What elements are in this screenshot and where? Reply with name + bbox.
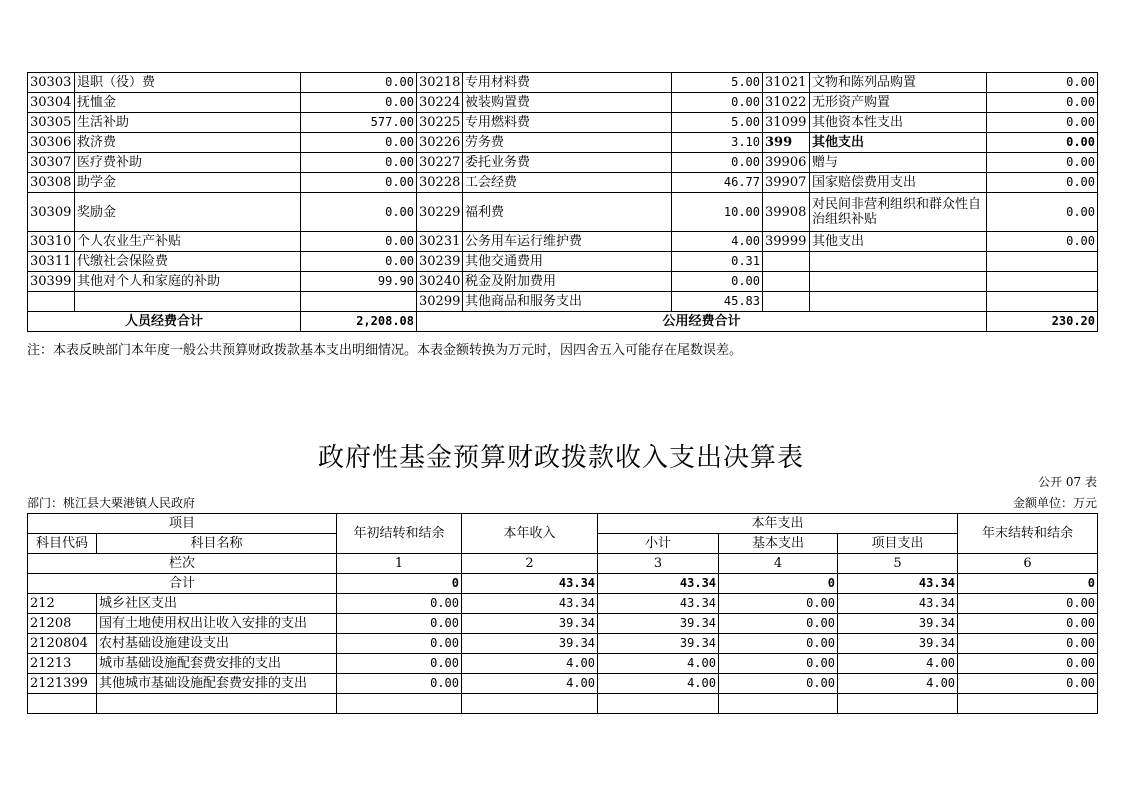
amount-cell: 0.00 — [337, 674, 462, 694]
code-cell: 30240 — [417, 272, 463, 292]
code-cell: 30308 — [28, 173, 75, 193]
subject-code: 21208 — [28, 614, 97, 634]
code-cell — [763, 252, 810, 272]
name-cell: 医疗费补助 — [75, 153, 301, 173]
table-row — [28, 272, 1098, 292]
amount-cell: 5.00 — [672, 73, 763, 93]
code-cell: 30303 — [28, 73, 75, 93]
total-row — [28, 312, 1098, 332]
code-cell: 31099 — [763, 113, 810, 133]
amount-cell: 10.00 — [672, 193, 763, 232]
column-number-row — [28, 554, 1098, 574]
header-project: 项目支出 — [838, 534, 958, 554]
government-fund-table — [27, 513, 1098, 714]
name-cell: 其他支出 — [810, 232, 987, 252]
amount-cell: 0.00 — [301, 232, 417, 252]
subject-code: 2121399 — [28, 674, 97, 694]
amount-cell: 0.00 — [719, 614, 838, 634]
code-cell: 399 — [763, 133, 810, 153]
code-cell — [763, 292, 810, 312]
grand-total-row — [28, 574, 1098, 594]
code-cell: 30226 — [417, 133, 463, 153]
name-cell: 文物和陈列品购置 — [810, 73, 987, 93]
table-row — [28, 133, 1098, 153]
public-total-value: 230.20 — [987, 312, 1098, 332]
amount-cell: 4.00 — [462, 674, 598, 694]
amount-cell: 0.00 — [301, 133, 417, 153]
amount-cell: 0.00 — [719, 654, 838, 674]
name-cell: 其他对个人和家庭的补助 — [75, 272, 301, 292]
header-expense: 本年支出 — [598, 514, 958, 534]
column-number: 4 — [719, 554, 838, 574]
code-cell: 31021 — [763, 73, 810, 93]
amount-cell: 0.00 — [958, 614, 1098, 634]
name-cell: 专用材料费 — [463, 73, 672, 93]
name-cell: 劳务费 — [463, 133, 672, 153]
subject-name: 城市基础设施配套费安排的支出 — [97, 654, 337, 674]
code-cell: 39908 — [763, 193, 810, 232]
department-label: 部门：桃江县大栗港镇人民政府 — [27, 496, 196, 510]
code-cell: 30228 — [417, 173, 463, 193]
amount-cell: 5.00 — [672, 113, 763, 133]
amount-cell — [987, 252, 1098, 272]
amount-cell: 0.00 — [958, 674, 1098, 694]
amount-cell: 0.00 — [958, 634, 1098, 654]
header-opening: 年初结转和结余 — [337, 514, 462, 554]
personnel-total-label: 人员经费合计 — [28, 312, 301, 332]
code-cell: 30311 — [28, 252, 75, 272]
subject-code: 212 — [28, 594, 97, 614]
name-cell — [75, 292, 301, 312]
name-cell: 助学金 — [75, 173, 301, 193]
total-cell: 0 — [719, 574, 838, 594]
header-income: 本年收入 — [462, 514, 598, 554]
name-cell: 其他交通费用 — [463, 252, 672, 272]
amount-cell: 0.00 — [672, 272, 763, 292]
page-title: 政府性基金预算财政拨款收入支出决算表 — [317, 443, 804, 473]
table-row — [28, 193, 1098, 232]
public-total-label: 公用经费合计 — [417, 312, 987, 332]
table-number: 公开 07 表 — [1038, 475, 1097, 489]
subject-name: 城乡社区支出 — [97, 594, 337, 614]
grand-total-label: 合计 — [28, 574, 337, 594]
code-cell: 30299 — [417, 292, 463, 312]
amount-cell: 0.00 — [337, 594, 462, 614]
table-row — [28, 113, 1098, 133]
table-row — [28, 594, 1098, 614]
empty-row — [28, 694, 1098, 714]
amount-cell — [987, 272, 1098, 292]
name-cell: 专用燃料费 — [463, 113, 672, 133]
code-cell: 31022 — [763, 93, 810, 113]
amount-cell: 4.00 — [838, 654, 958, 674]
amount-cell: 0.00 — [672, 153, 763, 173]
name-cell: 其他资本性支出 — [810, 113, 987, 133]
amount-cell: 99.90 — [301, 272, 417, 292]
name-cell — [810, 272, 987, 292]
table-row — [28, 674, 1098, 694]
name-cell: 其他支出 — [810, 133, 987, 153]
amount-cell: 39.34 — [838, 614, 958, 634]
table-row — [28, 73, 1098, 93]
amount-cell: 0.00 — [672, 93, 763, 113]
amount-cell: 0.00 — [958, 594, 1098, 614]
amount-cell: 0.00 — [301, 173, 417, 193]
unit-label: 金额单位：万元 — [1012, 496, 1097, 510]
table-row — [28, 93, 1098, 113]
total-cell: 43.34 — [838, 574, 958, 594]
amount-cell: 0.00 — [987, 73, 1098, 93]
code-cell: 30309 — [28, 193, 75, 232]
name-cell: 无形资产购置 — [810, 93, 987, 113]
header-subtotal: 小计 — [598, 534, 719, 554]
amount-cell: 39.34 — [598, 634, 719, 654]
code-cell: 30224 — [417, 93, 463, 113]
amount-cell: 0.00 — [987, 193, 1098, 232]
column-number: 1 — [337, 554, 462, 574]
amount-cell: 0.00 — [958, 654, 1098, 674]
column-number-label: 栏次 — [28, 554, 337, 574]
code-cell: 39906 — [763, 153, 810, 173]
name-cell: 工会经费 — [463, 173, 672, 193]
amount-cell: 0.00 — [301, 93, 417, 113]
name-cell: 奖励金 — [75, 193, 301, 232]
code-cell: 30218 — [417, 73, 463, 93]
basic-expenditure-table — [27, 72, 1098, 332]
code-cell: 39999 — [763, 232, 810, 252]
amount-cell: 39.34 — [598, 614, 719, 634]
name-cell: 生活补助 — [75, 113, 301, 133]
amount-cell: 39.34 — [462, 634, 598, 654]
code-cell — [763, 272, 810, 292]
name-cell — [810, 252, 987, 272]
header-row-1 — [28, 514, 1098, 534]
amount-cell: 0.00 — [987, 113, 1098, 133]
amount-cell: 0.00 — [987, 232, 1098, 252]
total-cell: 43.34 — [598, 574, 719, 594]
total-cell: 0 — [337, 574, 462, 594]
name-cell: 税金及附加费用 — [463, 272, 672, 292]
table-row — [28, 173, 1098, 193]
header-basic: 基本支出 — [719, 534, 838, 554]
name-cell: 赠与 — [810, 153, 987, 173]
amount-cell: 0.00 — [301, 153, 417, 173]
amount-cell: 0.00 — [337, 654, 462, 674]
code-cell: 30239 — [417, 252, 463, 272]
column-number: 2 — [462, 554, 598, 574]
amount-cell — [987, 292, 1098, 312]
amount-cell: 0.00 — [301, 193, 417, 232]
amount-cell: 0.00 — [987, 173, 1098, 193]
amount-cell: 0.00 — [719, 674, 838, 694]
name-cell: 公务用车运行维护费 — [463, 232, 672, 252]
amount-cell: 0.00 — [337, 614, 462, 634]
amount-cell: 577.00 — [301, 113, 417, 133]
code-cell: 30225 — [417, 113, 463, 133]
table-row — [28, 292, 1098, 312]
amount-cell: 0.00 — [719, 594, 838, 614]
table-row — [28, 252, 1098, 272]
amount-cell: 4.00 — [672, 232, 763, 252]
name-cell: 被装购置费 — [463, 93, 672, 113]
amount-cell: 46.77 — [672, 173, 763, 193]
code-cell: 30306 — [28, 133, 75, 153]
header-closing: 年末结转和结余 — [958, 514, 1098, 554]
column-number: 3 — [598, 554, 719, 574]
code-cell: 39907 — [763, 173, 810, 193]
header-name: 科目名称 — [97, 534, 337, 554]
name-cell: 福利费 — [463, 193, 672, 232]
amount-cell: 0.31 — [672, 252, 763, 272]
name-cell: 抚恤金 — [75, 93, 301, 113]
total-cell: 43.34 — [462, 574, 598, 594]
amount-cell: 43.34 — [838, 594, 958, 614]
amount-cell: 43.34 — [462, 594, 598, 614]
name-cell: 委托业务费 — [463, 153, 672, 173]
amount-cell: 39.34 — [462, 614, 598, 634]
amount-cell: 4.00 — [838, 674, 958, 694]
subject-name: 国有土地使用权出让收入安排的支出 — [97, 614, 337, 634]
amount-cell: 4.00 — [598, 674, 719, 694]
amount-cell: 43.34 — [598, 594, 719, 614]
name-cell: 国家赔偿费用支出 — [810, 173, 987, 193]
name-cell: 其他商品和服务支出 — [463, 292, 672, 312]
code-cell: 30227 — [417, 153, 463, 173]
amount-cell: 0.00 — [987, 93, 1098, 113]
table-row — [28, 232, 1098, 252]
column-number: 5 — [838, 554, 958, 574]
code-cell — [28, 292, 75, 312]
code-cell: 30229 — [417, 193, 463, 232]
code-cell: 30399 — [28, 272, 75, 292]
amount-cell: 0.00 — [301, 73, 417, 93]
code-cell: 30305 — [28, 113, 75, 133]
subject-code: 21213 — [28, 654, 97, 674]
code-cell: 30231 — [417, 232, 463, 252]
subject-name: 农村基础设施建设支出 — [97, 634, 337, 654]
table-row — [28, 614, 1098, 634]
table-note: 注：本表反映部门本年度一般公共预算财政拨款基本支出明细情况。本表金额转换为万元时，因四舍五入可能存在尾数误差。 — [27, 343, 743, 358]
code-cell: 30307 — [28, 153, 75, 173]
amount-cell: 0.00 — [719, 634, 838, 654]
amount-cell: 0.00 — [301, 252, 417, 272]
table-row — [28, 654, 1098, 674]
header-code: 科目代码 — [28, 534, 97, 554]
name-cell: 代缴社会保险费 — [75, 252, 301, 272]
personnel-total-value: 2,208.08 — [301, 312, 417, 332]
amount-cell: 0.00 — [337, 634, 462, 654]
amount-cell: 3.10 — [672, 133, 763, 153]
subject-code: 2120804 — [28, 634, 97, 654]
column-number: 6 — [958, 554, 1098, 574]
name-cell: 救济费 — [75, 133, 301, 153]
table-row — [28, 153, 1098, 173]
name-cell: 个人农业生产补贴 — [75, 232, 301, 252]
name-cell: 对民间非营利组织和群众性自治组织补贴 — [810, 193, 987, 232]
name-cell — [810, 292, 987, 312]
code-cell: 30304 — [28, 93, 75, 113]
total-cell: 0 — [958, 574, 1098, 594]
amount-cell: 45.83 — [672, 292, 763, 312]
amount-cell: 4.00 — [598, 654, 719, 674]
subject-name: 其他城市基础设施配套费安排的支出 — [97, 674, 337, 694]
amount-cell: 39.34 — [838, 634, 958, 654]
amount-cell: 4.00 — [462, 654, 598, 674]
amount-cell: 0.00 — [987, 153, 1098, 173]
name-cell: 退职（役）费 — [75, 73, 301, 93]
amount-cell — [301, 292, 417, 312]
code-cell: 30310 — [28, 232, 75, 252]
header-item: 项目 — [28, 514, 337, 534]
amount-cell: 0.00 — [987, 133, 1098, 153]
table-row — [28, 634, 1098, 654]
